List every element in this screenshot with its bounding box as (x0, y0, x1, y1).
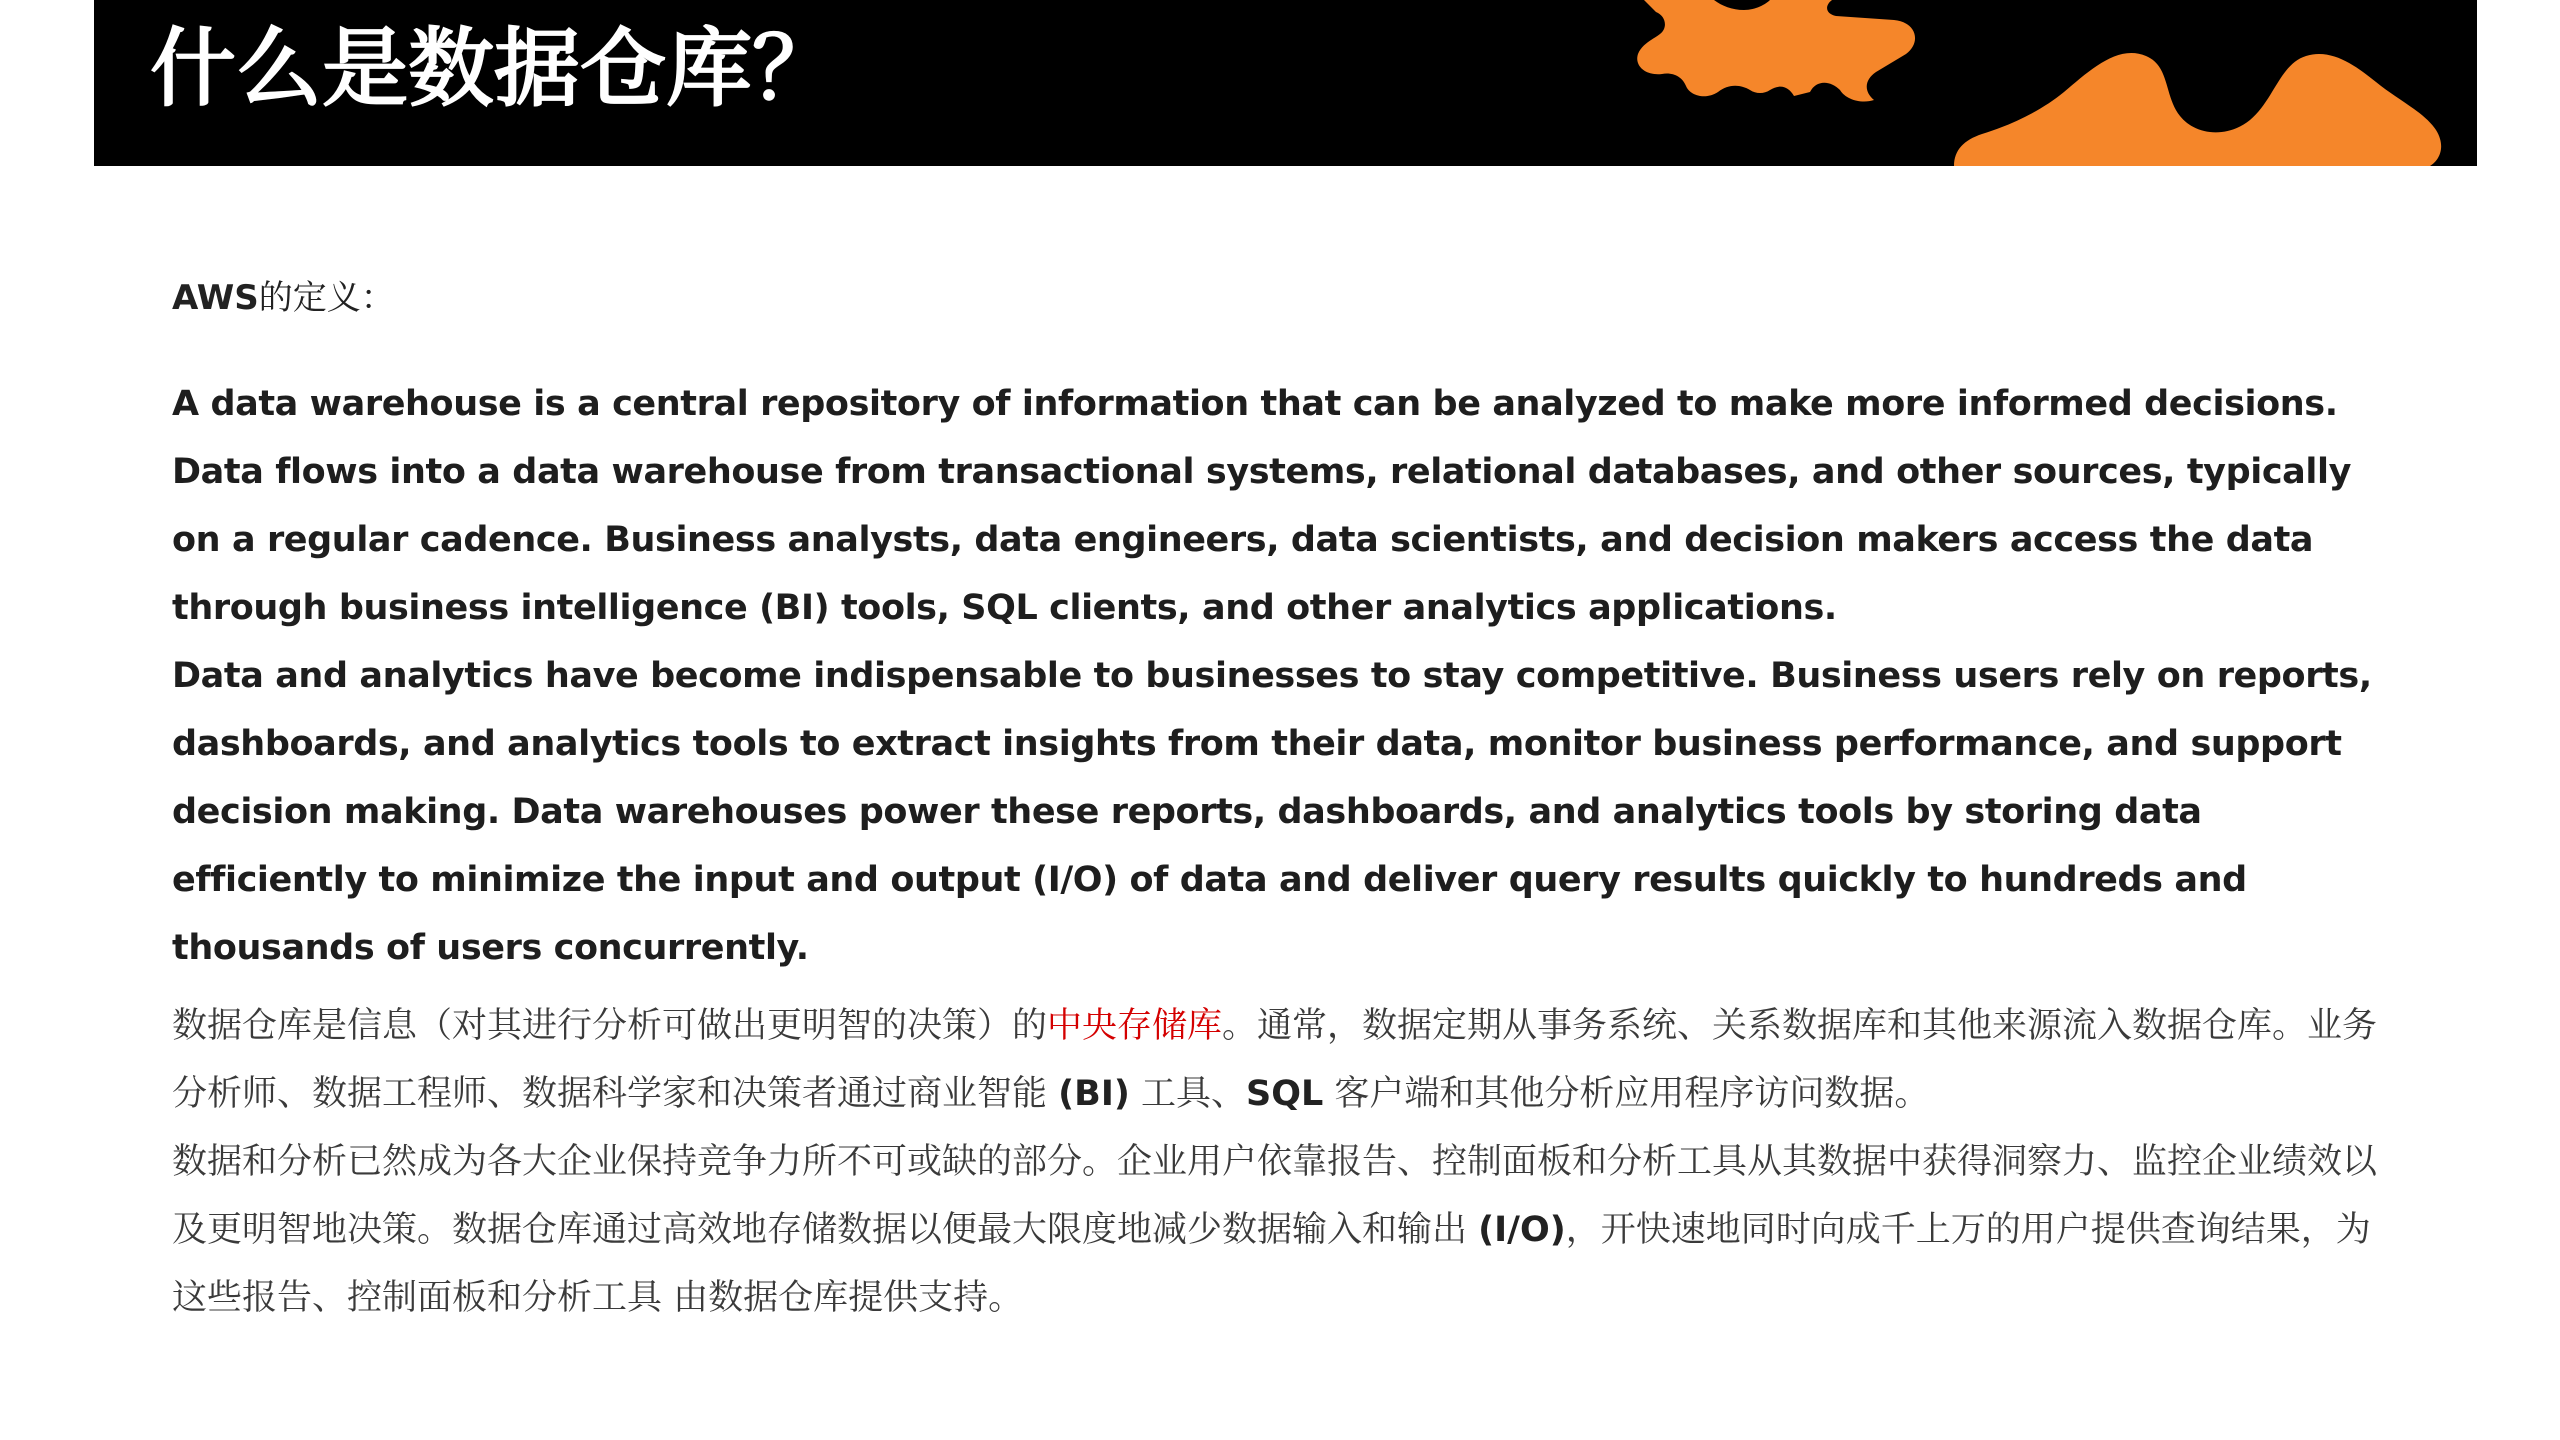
aws-label-text: 的定义： (258, 278, 395, 318)
orange-cross-shape (1637, 0, 1915, 102)
aws-label-bold: AWS (172, 278, 259, 318)
page-title: 什么是数据仓库？ (150, 18, 838, 119)
orange-decoration-graphic (94, 0, 2477, 166)
chinese-p1-text-c: 工具、 (1129, 1074, 1246, 1114)
chinese-block (172, 992, 2402, 1332)
main-content (172, 270, 2402, 1332)
sql-term: SQL (1245, 1074, 1324, 1114)
aws-definition-label (172, 270, 2402, 326)
chinese-p1-text-b: 。通常，数据定期从事务系统、关系数据库和其他来源流入数据仓库。业务分析师、数据工程师、数据科学家和决策者通过商业智能 (172, 1006, 2378, 1114)
chinese-p2-text-a: 数据和分析已然成为各大企业保持竞争力所不可或缺的部分。企业用户依靠报告、控制面板和分析工具从其数据中获得洞察力、监控企业绩效以及更明智地决策。数据仓库通过高效地存储数据以便最大限度地减少数据输入和输出 (172, 1142, 2378, 1250)
highlight-central-repository: 中央存储库 (1047, 1006, 1223, 1046)
chinese-p1-text-a: 数据仓库是信息（对其进行分析可做出更明智的决策）的 (172, 1006, 1048, 1046)
orange-blob-shape (1954, 53, 2441, 166)
io-term: (I/O) (1478, 1210, 1566, 1250)
chinese-paragraph-1 (172, 992, 2402, 1128)
english-paragraph-1: A data warehouse is a central repository of information that can be analyzed to make more informed decisions. Data flows into a data warehouse from transactional systems, relational databases, and other sources, typically on a regular cadence. Business analysts, data engineers, data scientists, and decision makers access the data through business intelligence (BI) tools, SQL clients, and other analytics applications. (172, 384, 2351, 628)
header-bar (94, 0, 2477, 166)
chinese-paragraph-2 (172, 1128, 2402, 1332)
bi-term: (BI) (1058, 1074, 1130, 1114)
english-paragraph-2: Data and analytics have become indispensable to businesses to stay competitive. Business users rely on reports, dashboards, and analytics tools to extract insights from their data, monitor business performance, and support decision making. Data warehouses power these reports, dashboards, and analytics tools by storing data efficiently to minimize the input and output (I/O) of data and deliver query results quickly to hundreds and thousands of users concurrently. (172, 656, 2372, 968)
chinese-p1-text-d: 客户端和其他分析应用程序访问数据。 (1323, 1074, 1930, 1114)
chinese-p2-text-b: ，开快速地同时向成千上万的用户提供查询结果，为这些报告、控制面板和分析工具 由数据仓库提供支持。 (172, 1210, 2371, 1318)
